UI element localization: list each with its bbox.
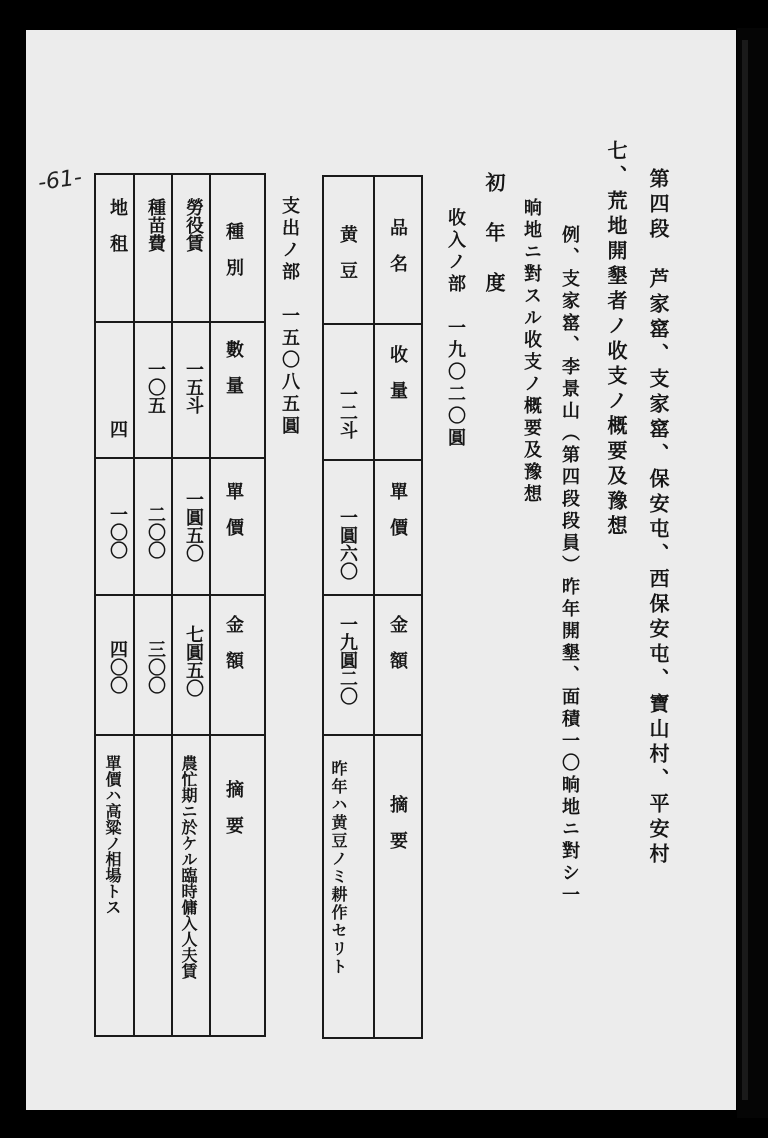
expense-row-seed-amount: 三〇〇 [145,640,166,694]
expense-row-land-note: 單價ハ高粱ノ相場トス [103,755,122,915]
income-header-name: 品 名 [387,218,408,272]
income-header-amount: 金 額 [387,615,408,669]
expense-row-land-qty: 四 [107,420,128,438]
first-year-label: 初 年 度 [482,172,506,297]
expense-header-amount: 金 額 [223,615,244,669]
expense-header-price: 單 價 [223,482,244,536]
page-number: -61- [36,165,84,196]
income-heading: 收入ノ部 一九〇二〇圓 [445,208,466,450]
expense-header-name: 種 別 [223,222,244,276]
expense-table-border [95,174,265,1036]
income-row-amount: 一九圓二〇 [337,615,358,705]
section-subtitle: 七、荒地開墾者ノ收支ノ概要及豫想 [604,140,628,540]
income-row-qty: 一二斗 [337,385,358,439]
expense-row-labor-note: 農忙期ニ於ケル臨時傭入人夫賃 [179,755,198,979]
income-table-border [323,176,422,1038]
expense-row-seed-qty: 一〇五 [145,360,166,414]
expense-row-labor-qty: 一五斗 [183,360,204,414]
example-line-2: 晌地ニ對スル收支ノ概要及豫想 [521,198,542,506]
income-row-price: 一圓六〇 [337,508,358,580]
income-row-name: 黄 豆 [337,225,358,279]
expense-header-qty: 數 量 [223,340,244,394]
section-title: 第四段 芦家窰、支家窰、保安屯、西保安屯、寶山村、平安村 [646,168,670,868]
expense-row-seed-price: 二〇〇 [145,505,166,559]
expense-row-land-name: 地 租 [107,198,128,252]
income-header-price: 單 價 [387,482,408,536]
expense-row-labor-amount: 七圓五〇 [183,625,204,697]
expense-row-seed-name: 種苗費 [145,198,166,252]
expense-row-labor-price: 一圓五〇 [183,490,204,562]
expense-header-note: 摘 要 [223,780,244,834]
expense-row-land-price: 一〇〇 [107,505,128,559]
income-row-note: 昨年ハ黄豆ノミ耕作セリト [329,760,348,976]
income-header-qty: 收 量 [387,345,408,399]
income-header-note: 摘 要 [387,795,408,849]
example-line: 例、支家窰、李景山（第四段段員）昨年開墾、面積一〇晌地ニ對シ一 [559,225,580,907]
expense-row-labor-name: 勞役賃 [183,198,204,252]
expense-heading: 支出ノ部 一五〇八五圓 [279,196,300,438]
expense-row-land-amount: 四〇〇 [107,640,128,694]
